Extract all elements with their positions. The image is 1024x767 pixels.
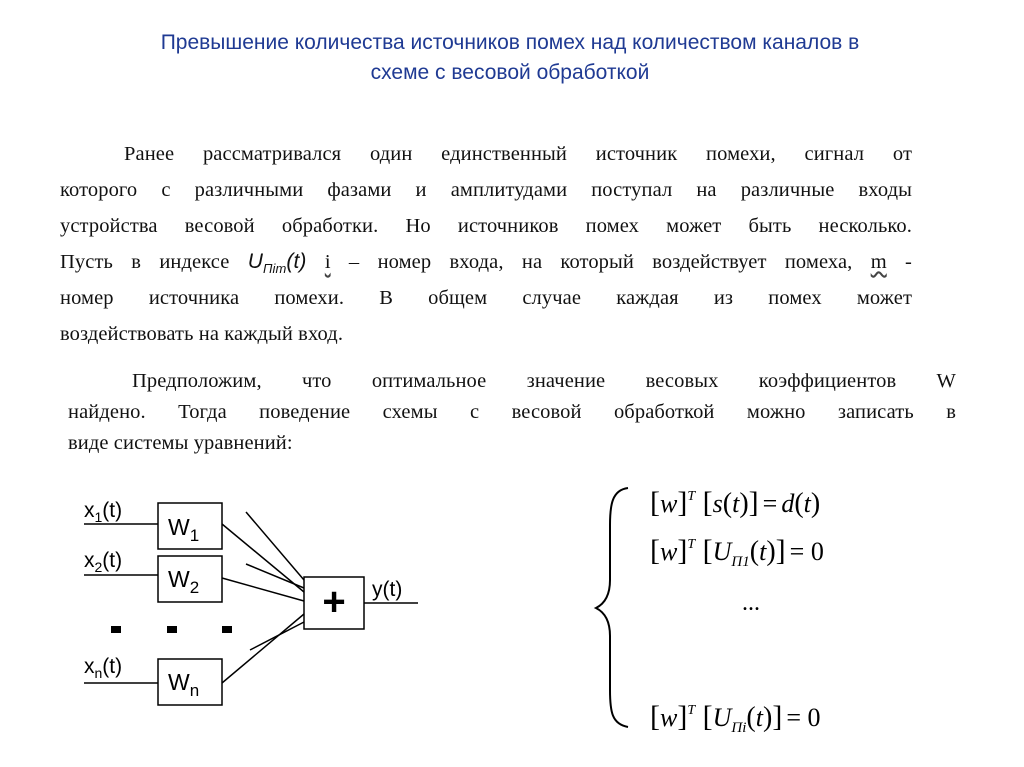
index-m: m (870, 251, 887, 273)
wire-a (246, 512, 304, 580)
p2-line-2: найдено. Тогда поведение схемы с весовой обработкой можно записать в (68, 401, 956, 423)
wire-n-to-sum (222, 614, 304, 683)
p2-line-3: виде системы уравнений: (68, 432, 293, 454)
equation-i: $[w]^T$ $[U_{Пi}(t)] = 0$ (650, 700, 821, 736)
p1-line-2: которого с различными фазами и амплитудами поступал на различные входы (60, 179, 912, 201)
system-brace (596, 488, 628, 727)
output-label: y(t) (372, 578, 403, 601)
p1-line-5: номер источника помехи. В общем случае каждая из помех может (60, 287, 912, 309)
title-line-1: Превышение количества источников помех над количеством каналов в (160, 31, 860, 54)
p1-line-4-start: Пусть в индексе (60, 251, 230, 273)
title-line-2: схеме с весовой обработкой (370, 61, 650, 84)
formula-arg: (t) (286, 250, 307, 273)
dot-1 (111, 626, 121, 633)
formula-u: U (247, 250, 263, 273)
weight-label-2: $W_2$ (168, 566, 200, 597)
sum-symbol: + (322, 580, 346, 624)
p1-line-4-mid: – номер входа, на который воздействует помеха, (348, 251, 853, 273)
equation-2: $[w]^T$ $[U_{П1}(t)] = 0$ (650, 534, 824, 570)
formula-sub: Пim (262, 261, 287, 277)
p2-line-1: Предположим, что оптимальное значение весовых коэффициентов W (132, 370, 956, 392)
index-i: i (324, 251, 331, 273)
weight-label-1: $W_1$ (168, 514, 200, 545)
p1-line-3: устройства весовой обработки. Но источников помех может быть несколько. (60, 215, 912, 237)
ellipsis-dots (111, 626, 232, 633)
dot-3 (222, 626, 232, 633)
p1-line-1: Ранее рассматривался один единственный источник помехи, сигнал от (124, 143, 912, 165)
p1-line-4-end: - (905, 251, 912, 273)
input-label-1: $x_1(t)$ (84, 499, 123, 525)
input-label-2: $x_2(t)$ (84, 549, 123, 575)
weight-label-n: $W_n$ (168, 669, 200, 700)
wire-c (250, 622, 304, 650)
p1-line-6: воздействовать на каждый вход. (60, 323, 344, 345)
weighting-diagram (84, 503, 418, 705)
equation-1: $[w]^T$ [s(t)] = d(t) (650, 486, 821, 519)
input-label-n: $x_n(t)$ (84, 655, 123, 681)
equation-ellipsis: ... (742, 590, 760, 616)
dot-2 (167, 626, 177, 633)
